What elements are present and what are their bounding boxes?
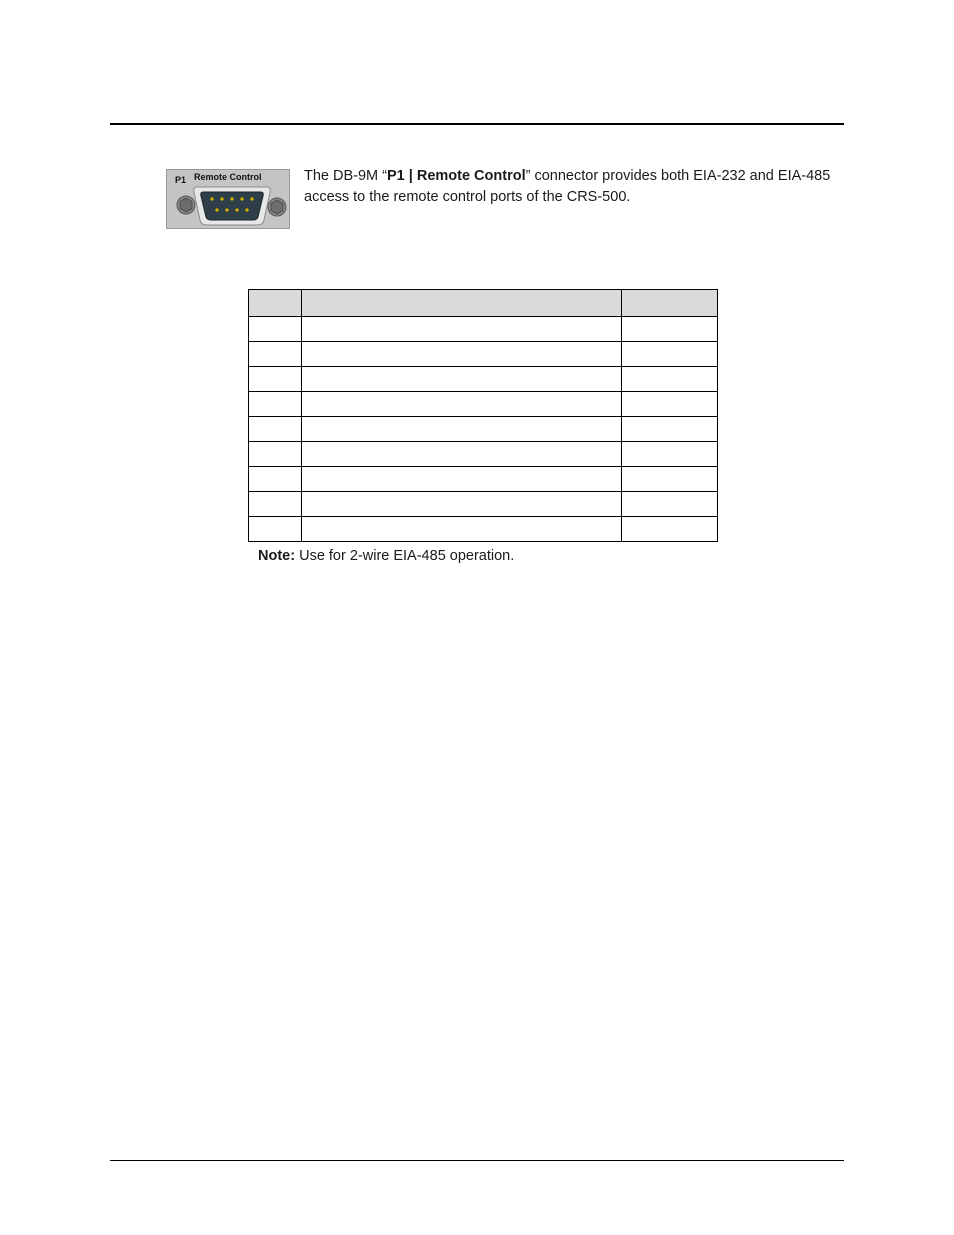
table-cell xyxy=(622,517,718,542)
table-cell xyxy=(302,467,622,492)
note-text: Use for 2-wire EIA-485 operation. xyxy=(295,548,515,564)
table-note xyxy=(258,548,514,564)
table-cell xyxy=(622,442,718,467)
intro-paragraph xyxy=(304,166,834,208)
table-cell xyxy=(249,342,302,367)
table-cell xyxy=(249,392,302,417)
table-cell xyxy=(249,367,302,392)
header-rule xyxy=(110,123,844,125)
table-cell xyxy=(249,517,302,542)
table-row xyxy=(249,367,718,392)
table-row xyxy=(249,467,718,492)
header-cell xyxy=(622,290,718,317)
table-row xyxy=(249,342,718,367)
table-cell xyxy=(302,317,622,342)
connector-label-p1: P1 xyxy=(175,175,187,185)
table-cell xyxy=(302,492,622,517)
header-cell xyxy=(249,290,302,317)
table-row xyxy=(249,417,718,442)
intro-suffix: ” connector provides both EIA-232 and EIA-485 access to the remote control ports of the CRS-500. xyxy=(304,168,831,205)
table-cell xyxy=(249,467,302,492)
table-row xyxy=(249,492,718,517)
table-cell xyxy=(249,317,302,342)
table-cell xyxy=(622,467,718,492)
table-row xyxy=(249,317,718,342)
table-cell xyxy=(249,442,302,467)
connector-label-remote-control: Remote Control xyxy=(194,172,262,182)
db9-connector-image xyxy=(166,169,290,229)
intro-prefix: The DB-9M “ xyxy=(304,168,387,184)
note-label: Note: xyxy=(258,548,296,564)
table-cell xyxy=(249,492,302,517)
table-cell xyxy=(622,492,718,517)
table-cell xyxy=(622,367,718,392)
table-row xyxy=(249,392,718,417)
table-cell xyxy=(302,417,622,442)
table-cell xyxy=(302,342,622,367)
table-row xyxy=(249,442,718,467)
table-cell xyxy=(302,392,622,417)
table-cell xyxy=(249,417,302,442)
table-cell xyxy=(302,367,622,392)
footer-rule xyxy=(110,1160,844,1161)
table-cell xyxy=(302,517,622,542)
table-cell xyxy=(622,342,718,367)
table-cell xyxy=(622,417,718,442)
table-cell xyxy=(302,442,622,467)
header-cell xyxy=(302,290,622,317)
pinout-table xyxy=(248,289,718,542)
table-row xyxy=(249,517,718,542)
table-cell xyxy=(622,317,718,342)
table-cell xyxy=(622,392,718,417)
intro-connector-name: P1 | Remote Control xyxy=(387,168,526,184)
table-header-row xyxy=(249,290,718,317)
